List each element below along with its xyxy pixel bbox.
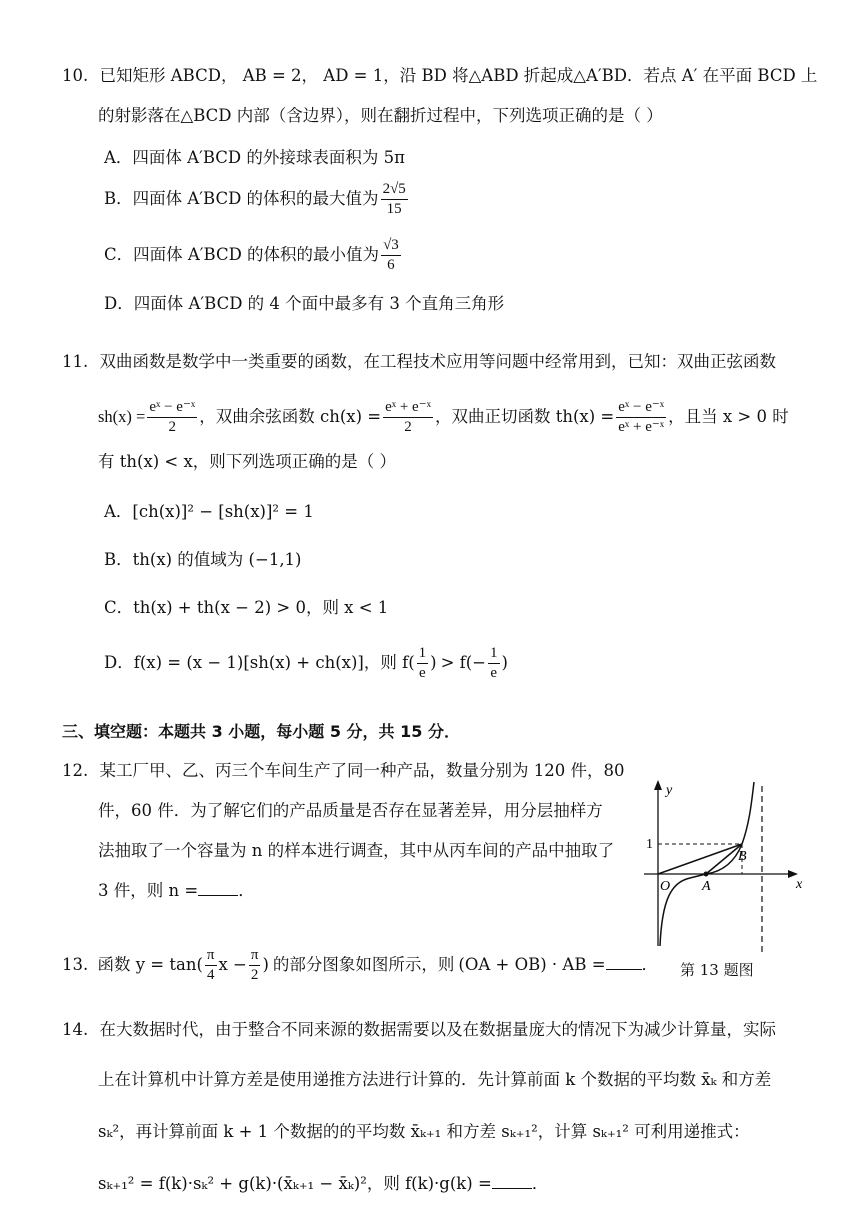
- q14-text-4: sₖ₊₁² = f(k)·sₖ² + g(k)·(x̄ₖ₊₁ − x̄ₖ)²，则 f(k)·g(k) = ．: [98, 1174, 549, 1193]
- q12-text-3: 法抽取了一个容量为 n 的样本进行调查，其中从丙车间的产品中抽取了: [98, 841, 615, 860]
- q14-text-1: 在大数据时代，由于整合不同来源的数据需要以及在数据量庞大的情况下为减少计算量，实际: [99, 1020, 776, 1039]
- q14-text-3: sₖ²，再计算前面 k + 1 个数据的的平均数 x̄ₖ₊₁ 和方差 sₖ₊₁²，计算 sₖ₊₁² 可利用递推式：: [98, 1122, 750, 1141]
- q14-line1: [62, 1018, 776, 1042]
- q10-option-a: A．四面体 A′BCD 的外接球表面积为 5π: [104, 148, 405, 167]
- y-axis-arrow: [654, 780, 662, 790]
- q13-line: 13. 函数 y = tan( $\frac{\pi}{4}$ x − $\frac{\pi}{2}$ ) 的部分图象如图所示，则 (OA + OB) · AB = ．: [62, 947, 659, 983]
- q14-answer-blank[interactable]: [492, 1188, 532, 1189]
- label-y: y: [666, 783, 673, 798]
- point-a: [704, 872, 709, 877]
- q10-stem-2: 的射影落在△BCD 内部（含边界），则在翻折过程中，下列选项正确的是（ ）: [98, 106, 663, 125]
- q12-text-4: 3 件，则 n = ．: [98, 881, 255, 900]
- q12-answer-blank[interactable]: [198, 895, 238, 896]
- q14-number: 14.: [62, 1020, 89, 1039]
- label-one: 1: [646, 837, 653, 852]
- q11-line1: [62, 350, 776, 374]
- q10-option-b: B．四面体 A′BCD 的体积的最大值为 $\frac{2√5}{15}$: [104, 181, 406, 217]
- section-3-heading: 三、填空题：本题共 3 小题，每小题 5 分，共 15 分．: [62, 722, 460, 741]
- ch-fraction: $\frac{\text{eˣ + e⁻ˣ}}{2}$: [385, 399, 431, 435]
- q11-option-d-frac1: $\frac{1}{e}$: [418, 645, 427, 681]
- label-o: O: [660, 879, 671, 894]
- label-a: A: [702, 879, 711, 894]
- q11-number: 11.: [62, 352, 89, 371]
- q13-number: 13.: [62, 955, 89, 974]
- q12-line1: [62, 759, 624, 783]
- q12-text-1: 某工厂甲、乙、丙三个车间生产了同一种产品，数量分别为 120 件，80: [99, 761, 625, 780]
- q11-option-c: C．th(x) + th(x − 2) > 0，则 x < 1: [104, 598, 389, 617]
- q13-frac2: $\frac{\pi}{2}$: [250, 947, 259, 983]
- q12-text-2: 件，60 件．为了解它们的产品质量是否存在显著差异，用分层抽样方: [98, 801, 603, 820]
- q10-stem-1: 已知矩形 ABCD， AB = 2， AD = 1，沿 BD 将△ABD 折起成△A′BD．若点 A′ 在平面 BCD 上: [99, 66, 818, 85]
- sh-fraction: $\frac{\text{eˣ − e⁻ˣ}}{2}$: [149, 399, 196, 435]
- q11-option-b: B．th(x) 的值域为 (−1,1): [104, 550, 302, 569]
- q14-text-2: 上在计算机中计算方差是使用递推方法进行计算的．先计算前面 k 个数据的平均数 x̄ₖ 和方差: [98, 1070, 772, 1089]
- q10-option-b-fraction: $\frac{2√5}{15}$: [382, 181, 406, 217]
- label-b: B: [738, 849, 747, 864]
- q13-vector-expr: (OA + OB) · AB =: [458, 955, 606, 974]
- q10-line1: [62, 64, 817, 88]
- q13-answer-blank[interactable]: [606, 969, 642, 970]
- q13-figure-caption: 第 13 题图: [680, 961, 754, 979]
- q11-stem-1: 双曲函数是数学中一类重要的函数，在工程技术应用等问题中经常用到，已知：双曲正弦函数: [99, 352, 776, 371]
- q10-option-c: C．四面体 A′BCD 的体积的最小值为 $\frac{√3}{6}$: [104, 237, 399, 273]
- q10-option-d: D．四面体 A′BCD 的 4 个面中最多有 3 个直角三角形: [104, 294, 505, 313]
- q10-option-c-fraction: $\frac{√3}{6}$: [383, 237, 399, 273]
- q13-frac1: $\frac{\pi}{4}$: [206, 947, 215, 983]
- segment-ob: [658, 844, 742, 874]
- segment-ab: [706, 844, 742, 874]
- q11-definitions: sh(x) = $\frac{\text{eˣ − e⁻ˣ}}{2}$ ，双曲余弦函数 ch(x) = $\frac{\text{eˣ + e⁻ˣ}}{2}$ ，双曲正切函数 th(x) = $\frac{\text{eˣ − e⁻ˣ}}{\text{eˣ + e⁻ˣ}}$ ，且当 x > 0 时: [98, 399, 789, 435]
- th-fraction: $\frac{\text{eˣ − e⁻ˣ}}{\text{eˣ + e⁻ˣ}}$: [618, 399, 665, 435]
- q11-option-d-frac2: $\frac{1}{e}$: [490, 645, 498, 681]
- tan-curve-right: [706, 782, 754, 874]
- q11-stem-3: 有 th(x) < x，则下列选项正确的是（ ）: [98, 452, 397, 471]
- q10-number: 10.: [62, 66, 89, 85]
- q13-figure: [640, 778, 820, 958]
- label-x: x: [796, 877, 803, 892]
- q11-option-a: A．[ch(x)]² − [sh(x)]² = 1: [104, 502, 314, 521]
- q11-option-d: D．f(x) = (x − 1)[sh(x) + ch(x)]，则 f( $\frac{1}{e}$ ) > f(− $\frac{1}{e}$ ): [104, 645, 508, 681]
- q12-number: 12.: [62, 761, 89, 780]
